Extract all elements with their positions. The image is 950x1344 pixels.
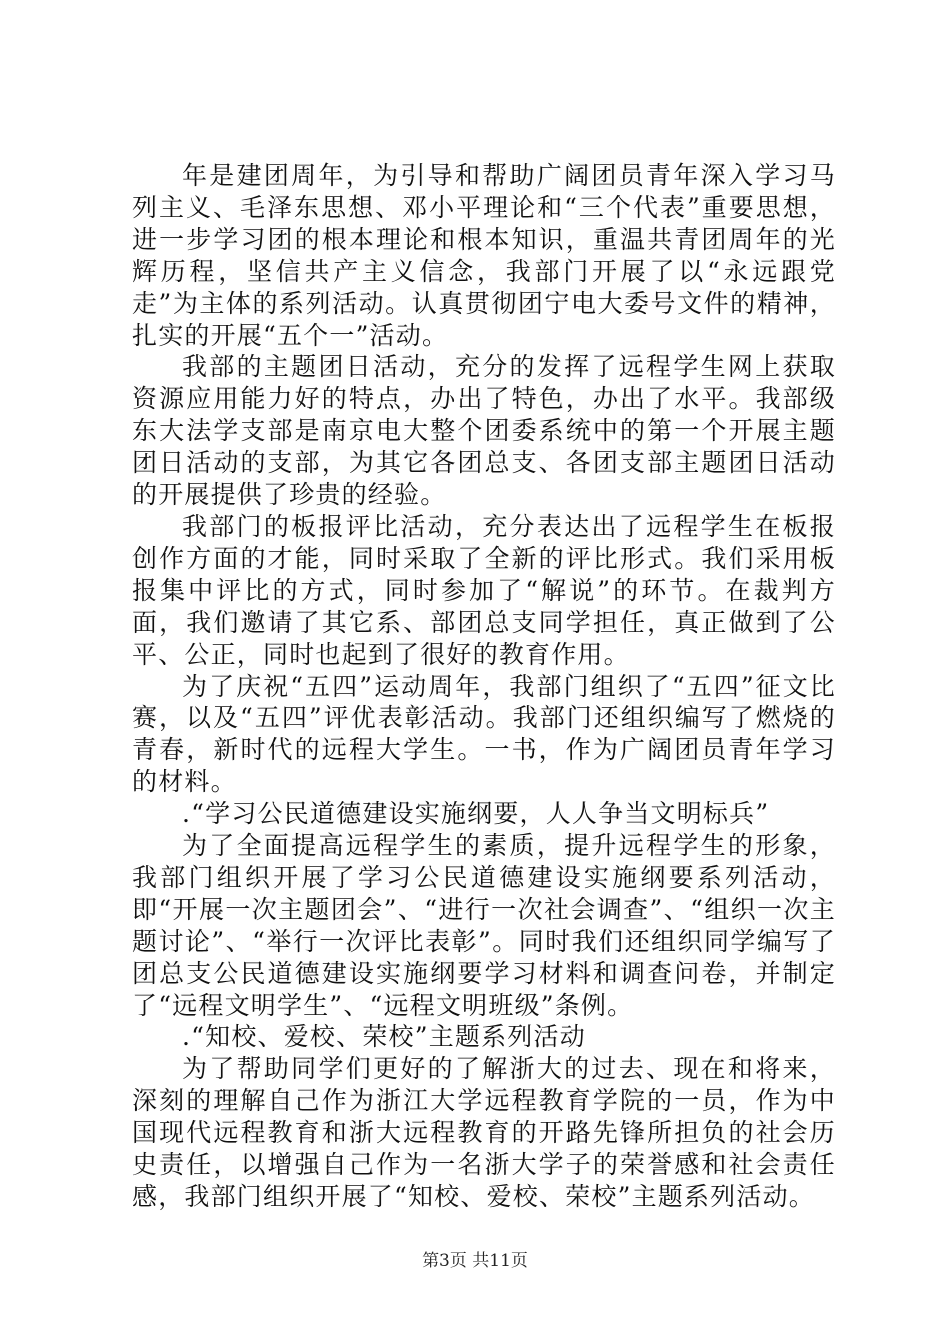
paragraph-4: 为了庆祝“五四”运动周年，我部门组织了“五四”征文比赛，以及“五四”评优表彰活动。我部门还组织编写了燃烧的青春，新时代的远程大学生。一书，作为广阔团员青年学习的材料。	[132, 671, 836, 797]
paragraph-5: 为了全面提高远程学生的素质，提升远程学生的形象，我部门组织开展了学习公民道德建设实施纲要系列活动，即“开展一次主题团会”、“进行一次社会调查”、“组织一次主题讨论”、“举行一次评比表彰”。同时我们还组织同学编写了团总支公民道德建设实施纲要学习材料和调查问卷，并制定了“远程文明学生”、“远程文明班级”条例。	[132, 831, 836, 1020]
paragraph-6: 为了帮助同学们更好的了解浙大的过去、现在和将来，深刻的理解自己作为浙江大学远程教育学院的一员，作为中国现代远程教育和浙大远程教育的开路先锋所担负的社会历史责任，以增强自己作为一名浙大学子的荣誉感和社会责任感，我部门组织开展了“知校、爱校、荣校”主题系列活动。	[132, 1054, 836, 1211]
section-heading-2: .“知校、爱校、荣校”主题系列活动	[182, 1022, 586, 1052]
page-number-footer: 第3页 共11页	[422, 1251, 528, 1271]
paragraph-1: 年是建团周年，为引导和帮助广阔团员青年深入学习马列主义、毛泽东思想、邓小平理论和“三个代表”重要思想，进一步学习团的根本理论和根本知识，重温共青团周年的光辉历程，坚信共产主义信念，我部门开展了以“永远跟党走”为主体的系列活动。认真贯彻团宁电大委号文件的精神，扎实的开展“五个一”活动。	[132, 161, 836, 350]
paragraph-2: 我部的主题团日活动，充分的发挥了远程学生网上获取资源应用能力好的特点，办出了特色，办出了水平。我部级东大法学支部是南京电大整个团委系统中的第一个开展主题团日活动的支部，为其它各团总支、各团支部主题团日活动的开展提供了珍贵的经验。	[132, 352, 836, 510]
document-body	[132, 160, 836, 1213]
section-heading-1: .“学习公民道德建设实施纲要，人人争当文明标兵”	[182, 799, 770, 829]
paragraph-3: 我部门的板报评比活动，充分表达出了远程学生在板报创作方面的才能，同时采取了全新的评比形式。我们采用板报集中评比的方式，同时参加了“解说”的环节。在裁判方面，我们邀请了其它系、部团总支同学担任，真正做到了公平、公正，同时也起到了很好的教育作用。	[132, 511, 836, 669]
